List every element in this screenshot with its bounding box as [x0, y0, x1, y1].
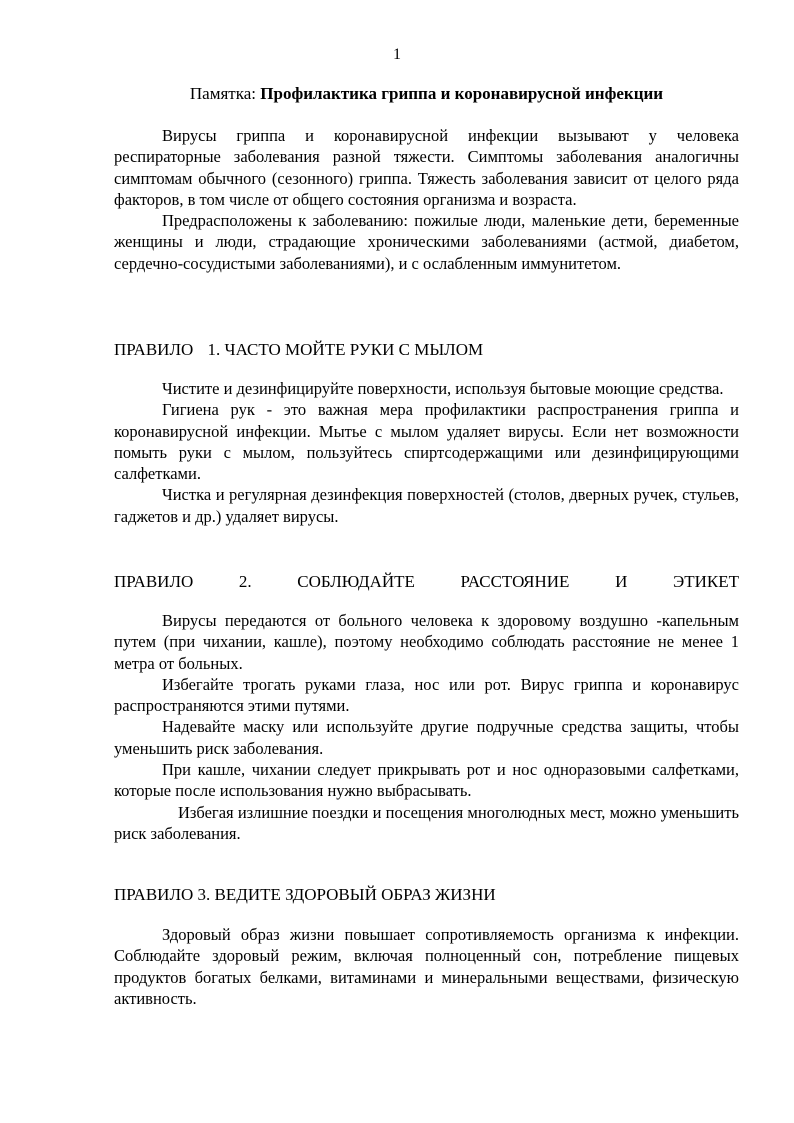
rule-2-paragraph: Избегая излишние поездки и посещения многолюдных мест, можно уменьшить риск заболевания.: [114, 802, 739, 843]
rule-1-title: 1. ЧАСТО МОЙТЕ РУКИ С МЫЛОМ: [207, 340, 484, 359]
rule-2-paragraph: Вирусы передаются от больного человека к здоровому воздушно -капельным путем (при чихании, кашле), поэтому необходимо соблюдать расстояние не менее 1 метра от больных.: [114, 611, 739, 673]
rule-1-paragraph: Гигиена рук - это важная мера профилактики распространения гриппа и коронавирусной инфекции. Мытье с мылом удаляет вирусы. Если нет возможности помыть руки с мылом, пользуйтесь спиртсодержащими или дезинфицирующими салфетками.: [114, 400, 739, 484]
rule-2-paragraph: При кашле, чихании следует прикрывать рот и нос одноразовыми салфетками, которые после использования нужно выбрасывать.: [114, 760, 739, 801]
document-title: [114, 84, 739, 104]
rule-1-section: [114, 378, 739, 527]
intro-section: [114, 125, 739, 274]
rule-2-heading: ПРАВИЛО 2. СОБЛЮДАЙТЕ РАССТОЯНИЕ И ЭТИКЕТ: [114, 572, 739, 591]
rule-2-paragraph: Надевайте маску или используйте другие подручные средства защиты, чтобы уменьшить риск заболевания.: [114, 717, 739, 758]
document-title-prefix: Памятка:: [189, 84, 257, 103]
rule-3-paragraph: Здоровый образ жизни повышает сопротивляемость организма к инфекции. Соблюдайте здоровый режим, включая полноценный сон, потребление пищевых продуктов богатых белками, витаминами и минеральными веществами, физическую активность.: [114, 925, 739, 1008]
rule-3-section: [114, 924, 739, 1009]
rule-2-paragraph: Избегайте трогать руками глаза, нос или рот. Вирус гриппа и коронавирус распространяются этими путями.: [114, 674, 739, 716]
rule-2-section: [114, 610, 739, 844]
rule-1-paragraph: Чистите и дезинфицируйте поверхности, используя бытовые моющие средства.: [162, 379, 724, 398]
intro-paragraph: Вирусы гриппа и коронавирусной инфекции вызывают у человека респираторные заболевания разной тяжести. Симптомы заболевания аналогичны симптомам обычного (сезонного) гриппа. Тяжесть заболевания зависит от целого ряда факторов, в том числе от общего состояния организма и возраста.: [114, 126, 739, 209]
intro-paragraph: Предрасположены к заболеванию: пожилые люди, маленькие дети, беременные женщины и люди, страдающие хроническими заболеваниями (астмой, диабетом, сердечно-сосудистыми заболеваниями), и с ослабленным иммунитетом.: [114, 211, 739, 273]
rule-1-heading: [114, 340, 739, 360]
page-number: 1: [393, 46, 401, 63]
rule-1-label: ПРАВИЛО: [114, 340, 194, 359]
rule-3-heading: ПРАВИЛО 3. ВЕДИТЕ ЗДОРОВЫЙ ОБРАЗ ЖИЗНИ: [114, 885, 496, 904]
rule-1-paragraph: Чистка и регулярная дезинфекция поверхностей (столов, дверных ручек, стульев, гаджетов и др.) удаляет вирусы.: [114, 485, 739, 526]
document-title-main: Профилактика гриппа и коронавирусной инфекции: [260, 84, 664, 103]
